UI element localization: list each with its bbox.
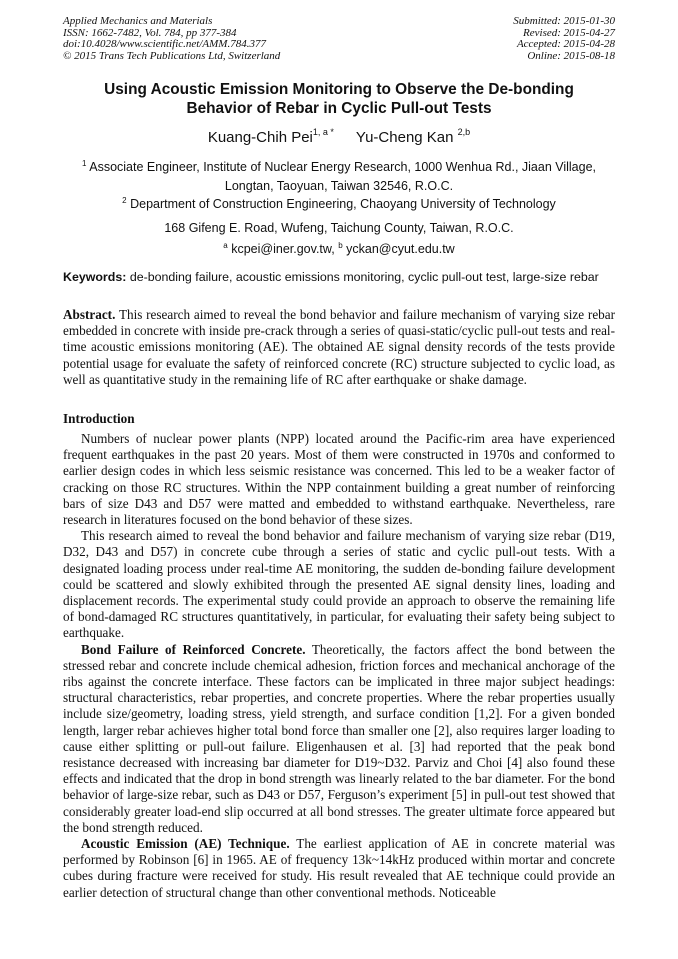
author-emails bbox=[40, 236, 638, 259]
affiliation-2-mark: 2 bbox=[122, 196, 127, 205]
intro-paragraph-2: This research aimed to reveal the bond behavior and failure mechanism of varying size rebar (D19, D32, D43 and D57) in concrete cube through a series of static and cyclic pull-out tests. With a designated loading process under real-time AE monitoring, the sudden de-bonding failure development could be scattered and slowly exhibited through the presented AE signal density lines, loading and displacement records. The experimental study could provide an approach to observe the remaining life of bond-damaged RC structures quantitatively, in particular, for evaluating their safety being subject to earthquake. bbox=[63, 528, 615, 641]
paper-title bbox=[40, 80, 638, 118]
email-a-mark: a bbox=[223, 241, 228, 250]
journal-header bbox=[63, 16, 615, 62]
journal-info bbox=[63, 16, 280, 62]
affiliation-2 bbox=[40, 191, 638, 238]
submitted-date: Submitted: 2015-01-30 bbox=[513, 15, 615, 27]
abstract bbox=[63, 307, 615, 388]
bond-failure-subheading: Bond Failure of Reinforced Concrete. bbox=[81, 641, 306, 657]
email-b: yckan@cyut.edu.tw bbox=[346, 242, 455, 256]
affiliation-1-line-1: Associate Engineer, Institute of Nuclear Energy Research, 1000 Wenhua Rd., Jiaan Village, bbox=[89, 160, 597, 174]
abstract-text: This research aimed to reveal the bond behavior and failure mechanism of varying size rebar embedded in concrete with inside pre-crack through a series of quasi-static/cyclic pull-out tests and real-time acoustic emissions monitoring (AE). The obtained AE signal density records of the tests provide potential usage for evaluate the safety of reinforced concrete (RC) structure subjected to cyclic load, as well as quantitative study in the remaining life of RC after earthquake or shake damage. bbox=[63, 307, 616, 387]
intro-paragraph-3 bbox=[63, 642, 615, 836]
author-2-name: Yu-Cheng Kan bbox=[355, 129, 454, 146]
affiliation-2-line-1: Department of Construction Engineering, Chaoyang University of Technology bbox=[130, 197, 556, 211]
affiliation-1 bbox=[40, 154, 638, 196]
author-2-marks: 2,b bbox=[457, 127, 471, 137]
copyright: © 2015 Trans Tech Publications Ltd, Switzerland bbox=[63, 49, 281, 62]
publication-dates bbox=[513, 16, 615, 62]
introduction-body bbox=[63, 431, 615, 901]
title-line-1: Using Acoustic Emission Monitoring to Observe the De-bonding bbox=[104, 81, 574, 98]
issn: ISSN: 1662-7482, Vol. 784, pp 377-384 bbox=[63, 26, 237, 39]
journal-name: Applied Mechanics and Materials bbox=[63, 15, 213, 27]
online-date: Online: 2015-08-18 bbox=[527, 49, 615, 62]
title-line-2: Behavior of Rebar in Cyclic Pull-out Tests bbox=[186, 100, 492, 117]
ae-technique-subheading: Acoustic Emission (AE) Technique. bbox=[81, 836, 290, 852]
revised-date: Revised: 2015-04-27 bbox=[523, 26, 615, 39]
author-1-marks: 1, a * bbox=[312, 127, 334, 137]
bond-failure-text: Theoretically, the factors affect the bond between the stressed rebar and concrete include chemical adhesion, friction forces and mechanical anchorage of the ribs against the concrete interface. These factors can be implicated in three major subject headings: structural characteristics, rebar properties, and concrete properties. Where the rebar properties usually include size/geometry, loading stress, yield strength, and surface condition [1,2]. For a given bonded length, larger rebar achieves higher total bond force than smaller one [2], also requires larger loading to cause either splitting or pull-out failure. Eligenhausen et al. [3] had reported that the peak bond resistance decreased with increasing bar diameter for D19~D32. Parviz and Choi [4] also found these effects and indicated that the drop in bond strength was linearly related to the bar diameter. For the bond behavior of large-size rebar, such as D43 or D57, Ferguson’s experiment [5] in pull-out test showed that considerably greater load-end slip occurred at all bond stresses. The greater ultimate force appeared but the bond strength reduced. bbox=[63, 641, 616, 835]
email-b-mark: b bbox=[338, 241, 343, 250]
doi: doi:10.4028/www.scientific.net/AMM.784.377 bbox=[63, 38, 266, 51]
affiliation-1-line-2: Longtan, Taoyuan, Taiwan 32546, R.O.C. bbox=[224, 179, 454, 193]
abstract-label: Abstract. bbox=[63, 307, 116, 322]
affiliation-2-line-2: 168 Gifeng E. Road, Wufeng, Taichung County, Taiwan, R.O.C. bbox=[164, 221, 514, 235]
intro-paragraph-4 bbox=[63, 836, 615, 901]
keywords bbox=[63, 270, 618, 284]
author-1-name: Kuang-Chih Pei bbox=[207, 129, 313, 146]
intro-paragraph-1: Numbers of nuclear power plants (NPP) located around the Pacific-rim area have experienced frequent earthquakes in the past 20 years. Most of them were constructed in 1970s and conformed to earlier design codes in which less seismic resistance was concerned. This led to be a weaker factor of cracking on those RC structures. Within the NPP containment building a great number of reinforcing bars of size D43 and D57 were matted and embedded to withstand earthquake. Nevertheless, rare research in literatures focused on the bond behavior of these sizes. bbox=[63, 431, 615, 528]
email-a: kcpei@iner.gov.tw, bbox=[231, 242, 335, 256]
accepted-date: Accepted: 2015-04-28 bbox=[516, 38, 615, 51]
ae-technique-text: The earliest application of AE in concrete material was performed by Robinson [6] in 1965. AE of frequency 13k~14kHz produced within mortar and concrete cubes during fracture were received for study. His result revealed that AE technique could provide an earlier detection of structural change than other conventional methods. Noticeable bbox=[63, 836, 616, 900]
keywords-text: de-bonding failure, acoustic emissions monitoring, cyclic pull-out test, large-size rebar bbox=[129, 270, 599, 284]
introduction-heading: Introduction bbox=[63, 411, 135, 426]
affiliation-1-mark: 1 bbox=[81, 159, 87, 168]
keywords-label: Keywords: bbox=[63, 270, 127, 284]
author-list bbox=[0, 127, 678, 146]
